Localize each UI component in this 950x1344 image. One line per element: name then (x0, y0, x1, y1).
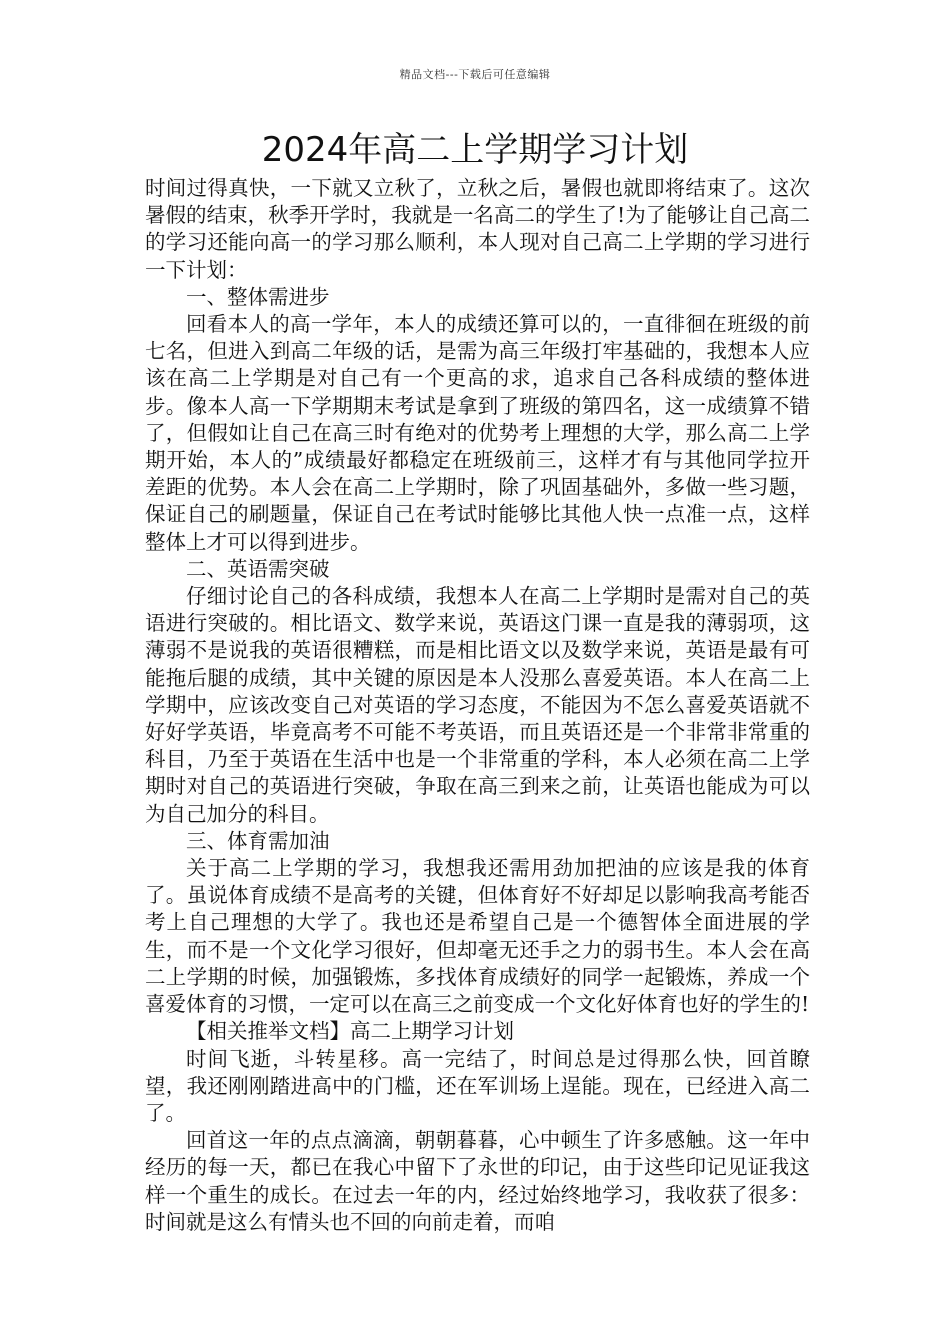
related-paragraph-2: 回首这一年的点点滴滴，朝朝暮暮，心中顿生了许多感触。这一年中经历的每一天，都已在我心中留下了永世的印记，由于这些印记见证我这样一个重生的成长。在过去一年的内，经过始终地学习，我收获了很多：时间就是这么有情头也不回的向前走着，而咱 (145, 1128, 810, 1234)
document-body (145, 175, 810, 1236)
section-3-heading: 三、体育需加油 (186, 828, 330, 853)
section-1-heading: 一、整体需进步 (186, 284, 330, 309)
header-note: 精品文档---下载后可任意编辑 (399, 68, 551, 81)
related-doc-heading: 【相关推举文档】高二上期学习计划 (186, 1019, 514, 1044)
intro-paragraph: 时间过得真快，一下就又立秋了，立秋之后，暑假也就即将结束了。这次暑假的结束，秋季开学时，我就是一名高二的学生了!为了能够让自己高二的学习还能向高一的学习那么顺利，本人现对自己高二上学期的学习进行一下计划： (145, 176, 810, 282)
section-2-heading: 二、英语需突破 (186, 556, 330, 581)
related-paragraph-1: 时间飞逝，斗转星移。高一完结了，时间总是过得那么快，回首瞭望，我还刚刚踏进高中的门槛，还在军训场上逞能。现在，已经进入高二了。 (145, 1046, 810, 1125)
section-2-paragraph: 仔细讨论自己的各科成绩，我想本人在高二上学期时是需对自己的英语进行突破的。相比语文、数学来说，英语这门课一直是我的薄弱项，这薄弱不是说我的英语很糟糕，而是相比语文以及数学来说，英语是最有可能拖后腿的成绩，其中关键的原因是本人没那么喜爱英语。本人在高二上学期中，应该改变自己对英语的学习态度，不能因为不怎么喜爱英语就不好好学英语，毕竟高考不可能不考英语，而且英语还是一个非常非常重的科目，乃至于英语在生活中也是一个非常重的学科，本人必须在高二上学期时对自己的英语进行突破，争取在高三到来之前，让英语也能成为可以为自己加分的科目。 (145, 584, 810, 826)
page-title: 2024年高二上学期学习计划 (261, 130, 689, 170)
section-1-paragraph: 回看本人的高一学年，本人的成绩还算可以的，一直徘徊在班级的前七名，但进入到高二年级的话，是需为高三年级打牢基础的，我想本人应该在高二上学期是对自己有一个更高的求，追求自己各科成绩的整体进步。像本人高一下学期期末考试是拿到了班级的第四名，这一成绩算不错了，但假如让自己在高三时有绝对的优势考上理想的大学，那么高二上学期开始，本人的”成绩最好都稳定在班级前三，这样才有与其他同学拉开差距的优势。本人会在高二上学期时，除了巩固基础外，多做一些习题，保证自己的刷题量，保证自己在考试时能够比其他人快一点准一点，这样整体上才可以得到进步。 (145, 312, 810, 554)
section-3-paragraph: 关于高二上学期的学习，我想我还需用劲加把油的应该是我的体育了。虽说体育成绩不是高考的关键，但体育好不好却足以影响我高考能否考上自己理想的大学了。我也还是希望自己是一个德智体全面进展的学生，而不是一个文化学习很好，但却毫无还手之力的弱书生。本人会在高二上学期的时候，加强锻炼，多找体育成绩好的同学一起锻炼，养成一个喜爱体育的习惯，一定可以在高三之前变成一个文化好体育也好的学生的! (145, 856, 810, 1017)
